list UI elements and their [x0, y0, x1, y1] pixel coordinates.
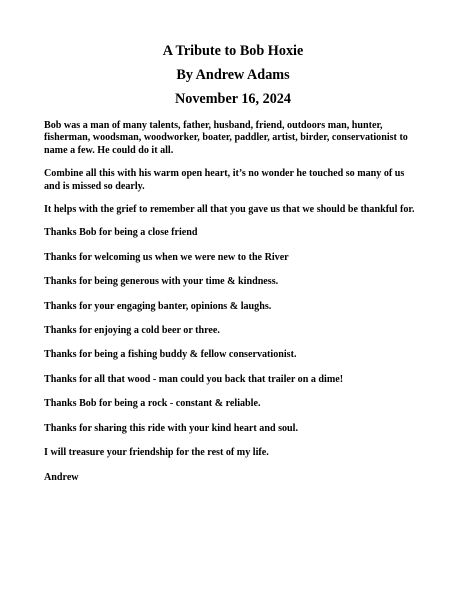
paragraph-talents: Bob was a man of many talents, father, husband, friend, outdoors man, hunter, fisherman, woodsman, woodworker, boater, paddler, artist, birder, conservationist to name a few. He could do it all.: [44, 120, 408, 156]
document-header: [44, 42, 422, 108]
thanks-line: Thanks for enjoying a cold beer or three.: [44, 325, 220, 337]
closing-line: I will treasure your friendship for the rest of my life.: [44, 447, 269, 459]
thanks-line: Thanks for welcoming us when we were new to the River: [44, 251, 289, 263]
paragraph-warm-heart: Combine all this with his warm open heart, it’s no wonder he touched so many of us and is missed so dearly.: [44, 168, 405, 192]
author-line: By Andrew Adams: [176, 67, 290, 83]
thanks-line: Thanks for sharing this ride with your kind heart and soul.: [44, 422, 298, 434]
signature: Andrew: [44, 471, 79, 483]
paragraph-grief: It helps with the grief to remember all that you gave us that we should be thankful for.: [44, 204, 415, 216]
thanks-line: Thanks for all that wood - man could you back that trailer on a dime!: [44, 373, 344, 385]
thanks-line: Thanks Bob for being a rock - constant & reliable.: [44, 398, 261, 410]
thanks-line: Thanks Bob for being a close friend: [44, 227, 198, 239]
document-body: [44, 120, 422, 484]
document-title: A Tribute to Bob Hoxie: [162, 43, 304, 59]
thanks-line: Thanks for being generous with your time & kindness.: [44, 276, 279, 288]
thanks-line: Thanks for your engaging banter, opinions & laughs.: [44, 300, 272, 312]
document-date: November 16, 2024: [175, 91, 291, 107]
thanks-line: Thanks for being a fishing buddy & fellow conservationist.: [44, 349, 297, 361]
